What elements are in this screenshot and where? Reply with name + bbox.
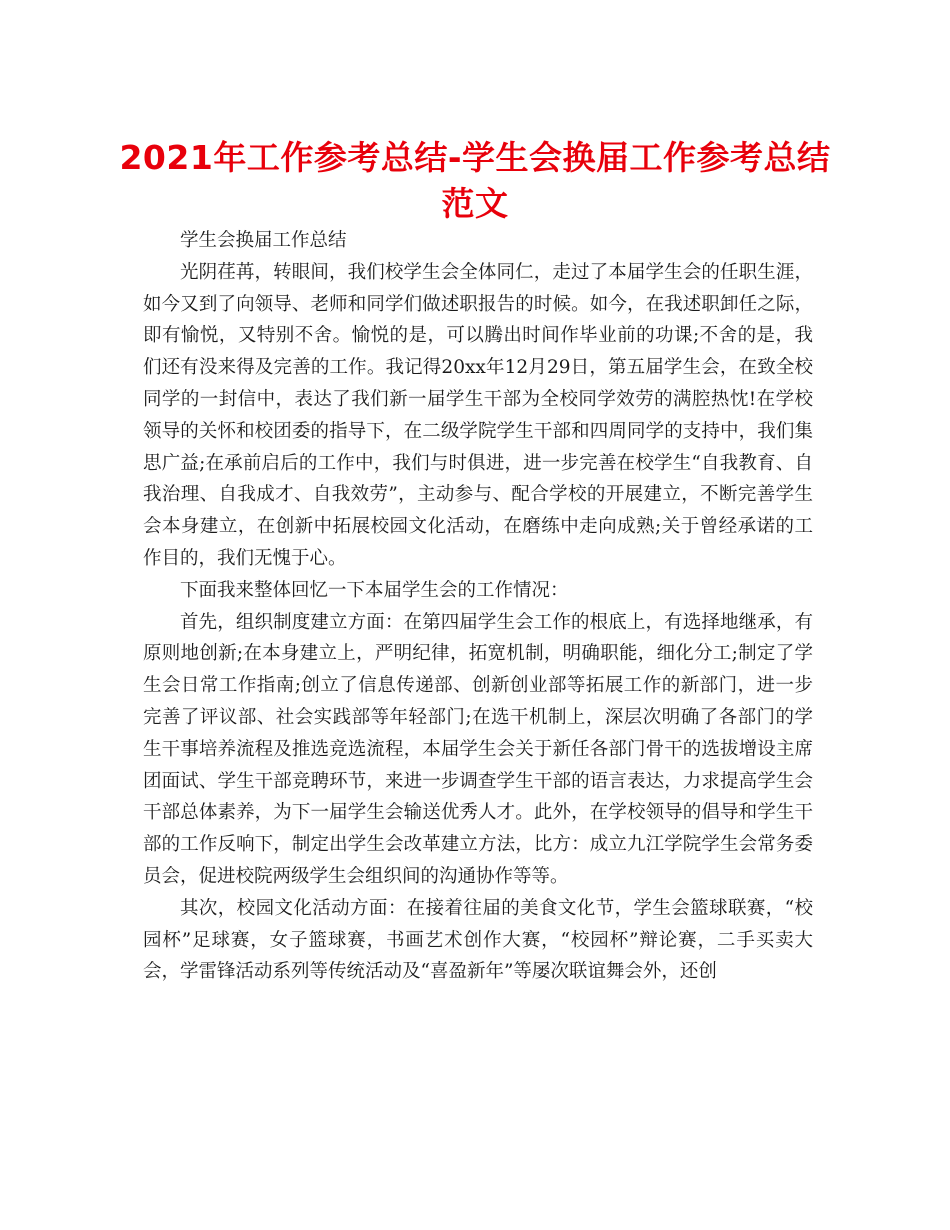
document-title xyxy=(100,135,850,227)
title-line-2: 范文 xyxy=(441,184,509,223)
paragraph: 下面我来整体回忆一下本届学生会的工作情况： xyxy=(180,579,569,601)
section-heading: 学生会换届工作总结 xyxy=(180,230,347,251)
document-body xyxy=(143,225,813,988)
paragraph: 首先，组织制度建立方面：在第四届学生会工作的根底上，有选择地继承，有原则地创新;在本身建立上，严明纪律，拓宽机制，明确职能，细化分工;制定了学生会日常工作指南;创立了信息传递部、创新创业部等拓展工作的新部门，进一步完善了评议部、社会实践部等年轻部门;在选干机制上，深层次明确了各部门的学生干事培养流程及推选竞选流程，本届学生会关于新任各部门骨干的选拔增设主席团面试、学生干部竞聘环节，来进一步调查学生干部的语言表达，力求提高学生会干部总体素养，为下一届学生会输送优秀人才。此外，在学校领导的倡导和学生干部的工作反响下，制定出学生会改革建立方法，比方：成立九江学院学生会常务委员会，促进校院两级学生会组织间的沟通协作等等。 xyxy=(143,611,813,887)
paragraph: 光阴荏苒，转眼间，我们校学生会全体同仁，走过了本届学生会的任职生涯，如今又到了向领导、老师和同学们做述职报告的时候。如今，在我述职卸任之际，即有愉悦，又特别不舍。愉悦的是，可以腾出时间作毕业前的功课;不舍的是，我们还有没来得及完善的工作。我记得20xx年12月29日，第五届学生会，在致全校同学的一封信中，表达了我们新一届学生干部为全校同学效劳的满腔热忱!在学校领导的关怀和校团委的指导下，在二级学院学生干部和四周同学的支持中，我们集思广益;在承前启后的工作中，我们与时俱进，进一步完善在校学生“自我教育、自我治理、自我成才、自我效劳”，主动参与、配合学校的开展建立，不断完善学生会本身建立，在创新中拓展校园文化活动，在磨练中走向成熟;关于曾经承诺的工作目的，我们无愧于心。 xyxy=(143,261,813,569)
paragraph: 其次，校园文化活动方面：在接着往届的美食文化节，学生会篮球联赛，“校园杯”足球赛，女子篮球赛，书画艺术创作大赛，“校园杯”辩论赛，二手买卖大会，学雷锋活动系列等传统活动及“喜盈新年”等屡次联谊舞会外，还创 xyxy=(143,897,813,983)
title-line-1: 2021年工作参考总结-学生会换届工作参考总结 xyxy=(119,138,831,177)
